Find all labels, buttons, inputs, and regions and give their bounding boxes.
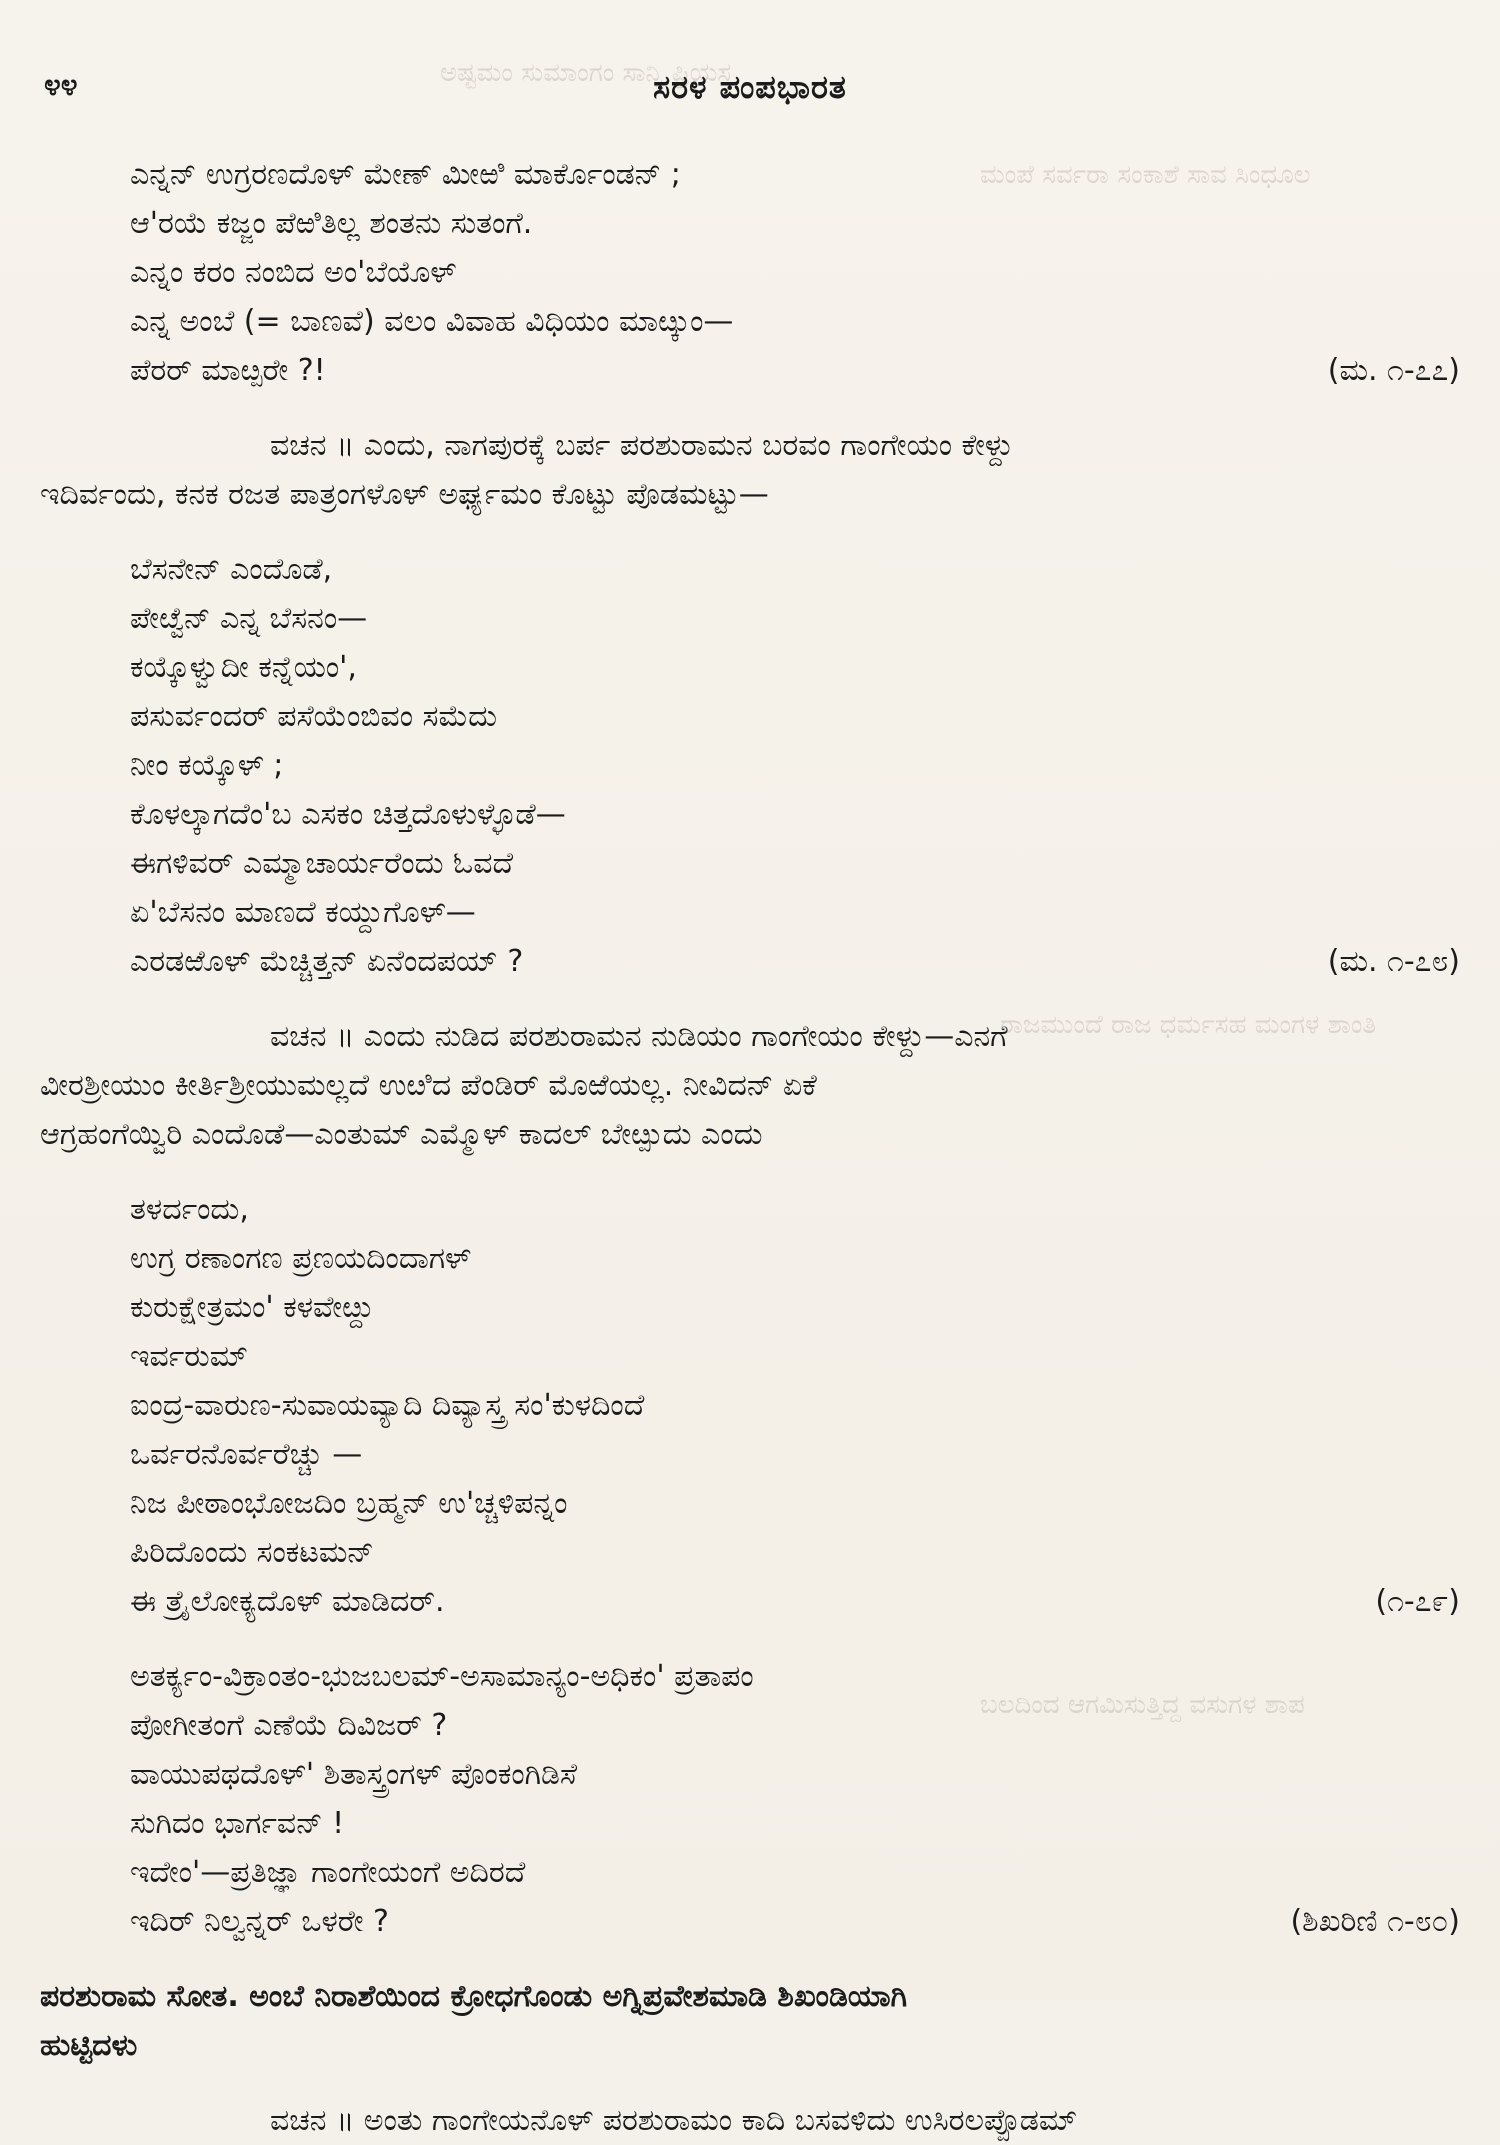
page-body [40,150,1460,2145]
line-text: ಆ'ರಯೆ ಕಜ್ಜಂ ಪೆಱಿತಿಲ್ಲ ಶಂತನು ಸುತಂಗೆ. [130,206,533,241]
verse-line [40,1799,1460,1848]
block-gap [40,1159,1460,1185]
line-text: ಐಂದ್ರ-ವಾರುಣ-ಸುವಾಯವ್ಯಾದಿ ದಿವ್ಯಾಸ್ತ್ರ ಸಂ'ಕುಳದಿಂದೆ [130,1388,645,1423]
verse-line [40,1332,1460,1381]
line-text: ವಚನ ॥ ಎಂದು ನುಡಿದ ಪರಶುರಾಮನ ನುಡಿಯಂ ಗಾಂಗೇಯಂ ಕೇಳ್ದು—ಎನಗೆ [270,1019,1008,1054]
verse-line [40,1750,1460,1799]
line-text: ಪೋಗೀತಂಗೆ ಎಣೆಯೆ ದಿವಿಜರ್ ? [130,1708,448,1743]
prose-line [40,1012,1460,1061]
verse-line [40,1897,1460,1946]
verse-line [40,594,1460,643]
verse-line [40,937,1460,986]
line-text: ಪೇೞ್ವೆನ್ ಎನ್ನ ಬೆಸನಂ— [130,601,368,636]
line-text: ಪೆರರ್ ಮಾೞ್ಪರೇ ?! [130,353,326,388]
line-text: ಇದಿರ್ ನಿಲ್ವನ್ನರ್ ಒಳರೇ ? [130,1904,389,1939]
line-text: ನಿಜ ಪೀಠಾಂಭೋಜದಿಂ ಬ್ರಹ್ಮನ್ ಉ'ಚ್ಚಳಿಪನ್ನಂ [130,1486,568,1521]
block-gap [40,986,1460,1012]
verse-line [40,1185,1460,1234]
line-text: ವೀರಶ್ರೀಯುಂ ಕೀರ್ತಿಶ್ರೀಯುಮಲ್ಲದೆ ಉೞಿದ ಪೆಂಡಿರ್ ಮೊಱೆಯಲ್ಲ. ನೀವಿದನ್ ಏಕೆ [40,1068,817,1103]
verse-line [40,346,1460,395]
bleed-through-text: ರಾಜಮುಂದೆ ರಾಜ ಧರ್ಮಸಹ ಮಂಗಳ ಶಾಂತಿ [1000,1010,1377,1040]
verse-line [40,1479,1460,1528]
verse-line [40,545,1460,594]
line-text: ಎನ್ನ ಅಂಬೆ (= ಬಾಣವೆ) ವಲಂ ವಿವಾಹ ವಿಧಿಯಂ ಮಾೞ್ಕುಂ— [130,304,734,339]
bleed-through-text: ಅಷ್ಟಮಂ ಸುಮಾಂಗಂ ಸಾನ್ನಿ ಪ್ರಿಯಸ [440,58,732,88]
prose-line [40,1110,1460,1159]
verse-line [40,1577,1460,1626]
verse-reference: (೧-೭೯) [1375,1584,1460,1619]
prose-paragraph [40,2096,1460,2145]
line-text: ಈಗಳಿವರ್ ಎಮ್ಮಾಚಾರ್ಯರೆಂದು ಓವದೆ [130,846,514,881]
verse-reference: (ಮ. ೧-೭೮) [1327,944,1460,979]
line-text: ವಚನ ॥ ಅಂತು ಗಾಂಗೇಯನೊಳ್ ಪರಶುರಾಮಂ ಕಾದಿ ಬಸವಳಿದು ಉಸಿರಲಪ್ಪೊಡಮ್ [270,2103,1078,2138]
prose-line [40,2021,1460,2070]
line-text: ಸುಗಿದಂ ಭಾರ್ಗವನ್ ! [130,1806,345,1841]
verse-stanza [40,545,1460,986]
verse-line [40,692,1460,741]
verse-line [40,150,1460,199]
line-text: ಎನ್ನನ್ ಉಗ್ರರಣದೊಳ್ ಮೇಣ್ ಮೀಱಿ ಮಾರ್ಕೊಂಡನ್ ; [130,157,681,192]
verse-stanza [40,150,1460,395]
prose-paragraph [40,421,1460,519]
line-text: ಇದಿರ್ವಂದು, ಕನಕ ರಜತ ಪಾತ್ರಂಗಳೊಳ್ ಅರ್ಘ್ಯಮಂ ಕೊಟ್ಟು ಪೊಡಮಟ್ಟು— [40,477,769,512]
block-gap [40,519,1460,545]
line-text: ಏ'ಬೆಸನಂ ಮಾಣದೆ ಕಯ್ದುಗೊಳ್— [130,895,476,930]
line-text: ನೀಂ ಕಯ್ಕೊಳ್ ; [130,748,284,783]
line-text: ಪಸುರ್ವಂದರ್ ಪಸೆಯೆಂಬಿವಂ ಸಮೆದು [130,699,498,734]
bleed-through-text: ಬಲದಿಂದ ಆಗಮಿಸುತ್ತಿದ್ದ ವಸುಗಳ ಶಾಪ [980,1690,1305,1720]
block-gap [40,2070,1460,2096]
verse-reference: (ಮ. ೧-೭೭) [1327,353,1460,388]
line-text: ತಳರ್ದಂದು, [130,1192,249,1227]
line-text: ಎನ್ನಂ ಕರಂ ನಂಬಿದ ಅಂ'ಬೆಯೊಳ್ [130,255,457,290]
line-text: ಹುಟ್ಟಿದಳು [40,2028,138,2063]
verse-line [40,1701,1460,1750]
running-title: ಸರಳ ಪಂಪಭಾರತ [653,68,847,106]
verse-line [40,839,1460,888]
line-text: ಆಗ್ರಹಂಗೆಯ್ವಿರಿ ಎಂದೊಡೆ—ಎಂತುಮ್ ಎಮ್ಮೊಳ್ ಕಾದಲ್ ಬೇೞ್ಪುದು ಎಂದು [40,1117,763,1152]
line-text: ಒರ್ವರನೊರ್ವರೆಚ್ಚು — [130,1437,363,1472]
verse-line [40,1848,1460,1897]
line-text: ಎರಡಱೊಳ್ ಮೆಚ್ಚಿತ್ತನ್ ಏನೆಂದಪಯ್ ? [130,944,524,979]
block-gap [40,395,1460,421]
verse-line [40,1283,1460,1332]
line-text: ವಾಯುಪಥದೊಳ್' ಶಿತಾಸ್ತ್ರಂಗಳ್ ಪೊಂಕಂಗಿಡಿಸೆ [130,1757,578,1792]
verse-line [40,1652,1460,1701]
line-text: ಕಯ್ಕೊಳ್ವುದೀ ಕನ್ನೆಯಂ', [130,650,357,685]
verse-line [40,888,1460,937]
verse-line [40,1381,1460,1430]
verse-line [40,643,1460,692]
line-text: ಇದೇಂ'—ಪ್ರತಿಜ್ಞಾ ಗಾಂಗೇಯಂಗೆ ಅದಿರದೆ [130,1855,526,1890]
verse-line [40,248,1460,297]
block-gap [40,1946,1460,1972]
prose-line [40,1972,1460,2021]
prose-paragraph [40,1012,1460,1159]
line-text: ಅತರ್ಕ್ಯಂ-ವಿಕ್ರಾಂತಂ-ಭುಜಬಲಮ್-ಅಸಾಮಾನ್ಯಂ-ಅಧಿಕಂ' ಪ್ರತಾಪಂ [130,1659,754,1694]
block-gap [40,1626,1460,1652]
verse-line [40,1234,1460,1283]
bleed-through-text: ಮಂಪೆ ಸರ್ವರಾ ಸಂಕಾಶೆ ಸಾವ ಸಿಂಧೂಲ [980,160,1311,190]
prose-line [40,470,1460,519]
verse-line [40,297,1460,346]
page-number: ೪೪ [44,68,78,103]
line-text: ಪಿರಿದೊಂದು ಸಂಕಟಮನ್ [130,1535,374,1570]
verse-line [40,741,1460,790]
line-text: ಕೊಳಲ್ಕಾಗದೆಂ'ಬ ಎಸಕಂ ಚಿತ್ತದೊಳುಳ್ಳೊಡೆ— [130,797,566,832]
verse-line [40,199,1460,248]
line-text: ಬೆಸನೇನ್ ಎಂದೊಡೆ, [130,552,333,587]
verse-line [40,1528,1460,1577]
line-text: ವಚನ ॥ ಎಂದು, ನಾಗಪುರಕ್ಕೆ ಬರ್ಪ ಪರಶುರಾಮನ ಬರವಂ ಗಾಂಗೇಯಂ ಕೇಳ್ದು [270,428,1014,463]
line-text: ಕುರುಕ್ಷೇತ್ರಮಂ' ಕಳವೇೞ್ದು [130,1290,375,1325]
line-text: ಪರಶುರಾಮ ಸೋತ. ಅಂಬೆ ನಿರಾಶೆಯಿಂದ ಕ್ರೋಧಗೊಂಡು ಅಗ್ನಿಪ್ರವೇಶಮಾಡಿ ಶಿಖಂಡಿಯಾಗಿ [40,1979,907,2014]
prose-paragraph [40,1972,1460,2070]
verse-reference: (ಶಿಖರಿಣಿ ೧-೮೦) [1290,1904,1460,1939]
prose-line [40,421,1460,470]
line-text: ಇರ್ವರುಮ್ [130,1339,248,1374]
prose-line [40,2096,1460,2145]
verse-line [40,1430,1460,1479]
prose-line [40,1061,1460,1110]
line-text: ಉಗ್ರ ರಣಾಂಗಣ ಪ್ರಣಯದಿಂದಾಗಳ್ [130,1241,472,1276]
line-text: ಈ ತ್ರೈಲೋಕ್ಯದೊಳ್ ಮಾಡಿದರ್. [130,1584,445,1619]
verse-stanza [40,1185,1460,1626]
verse-stanza [40,1652,1460,1946]
verse-line [40,790,1460,839]
page-header [40,68,1460,108]
